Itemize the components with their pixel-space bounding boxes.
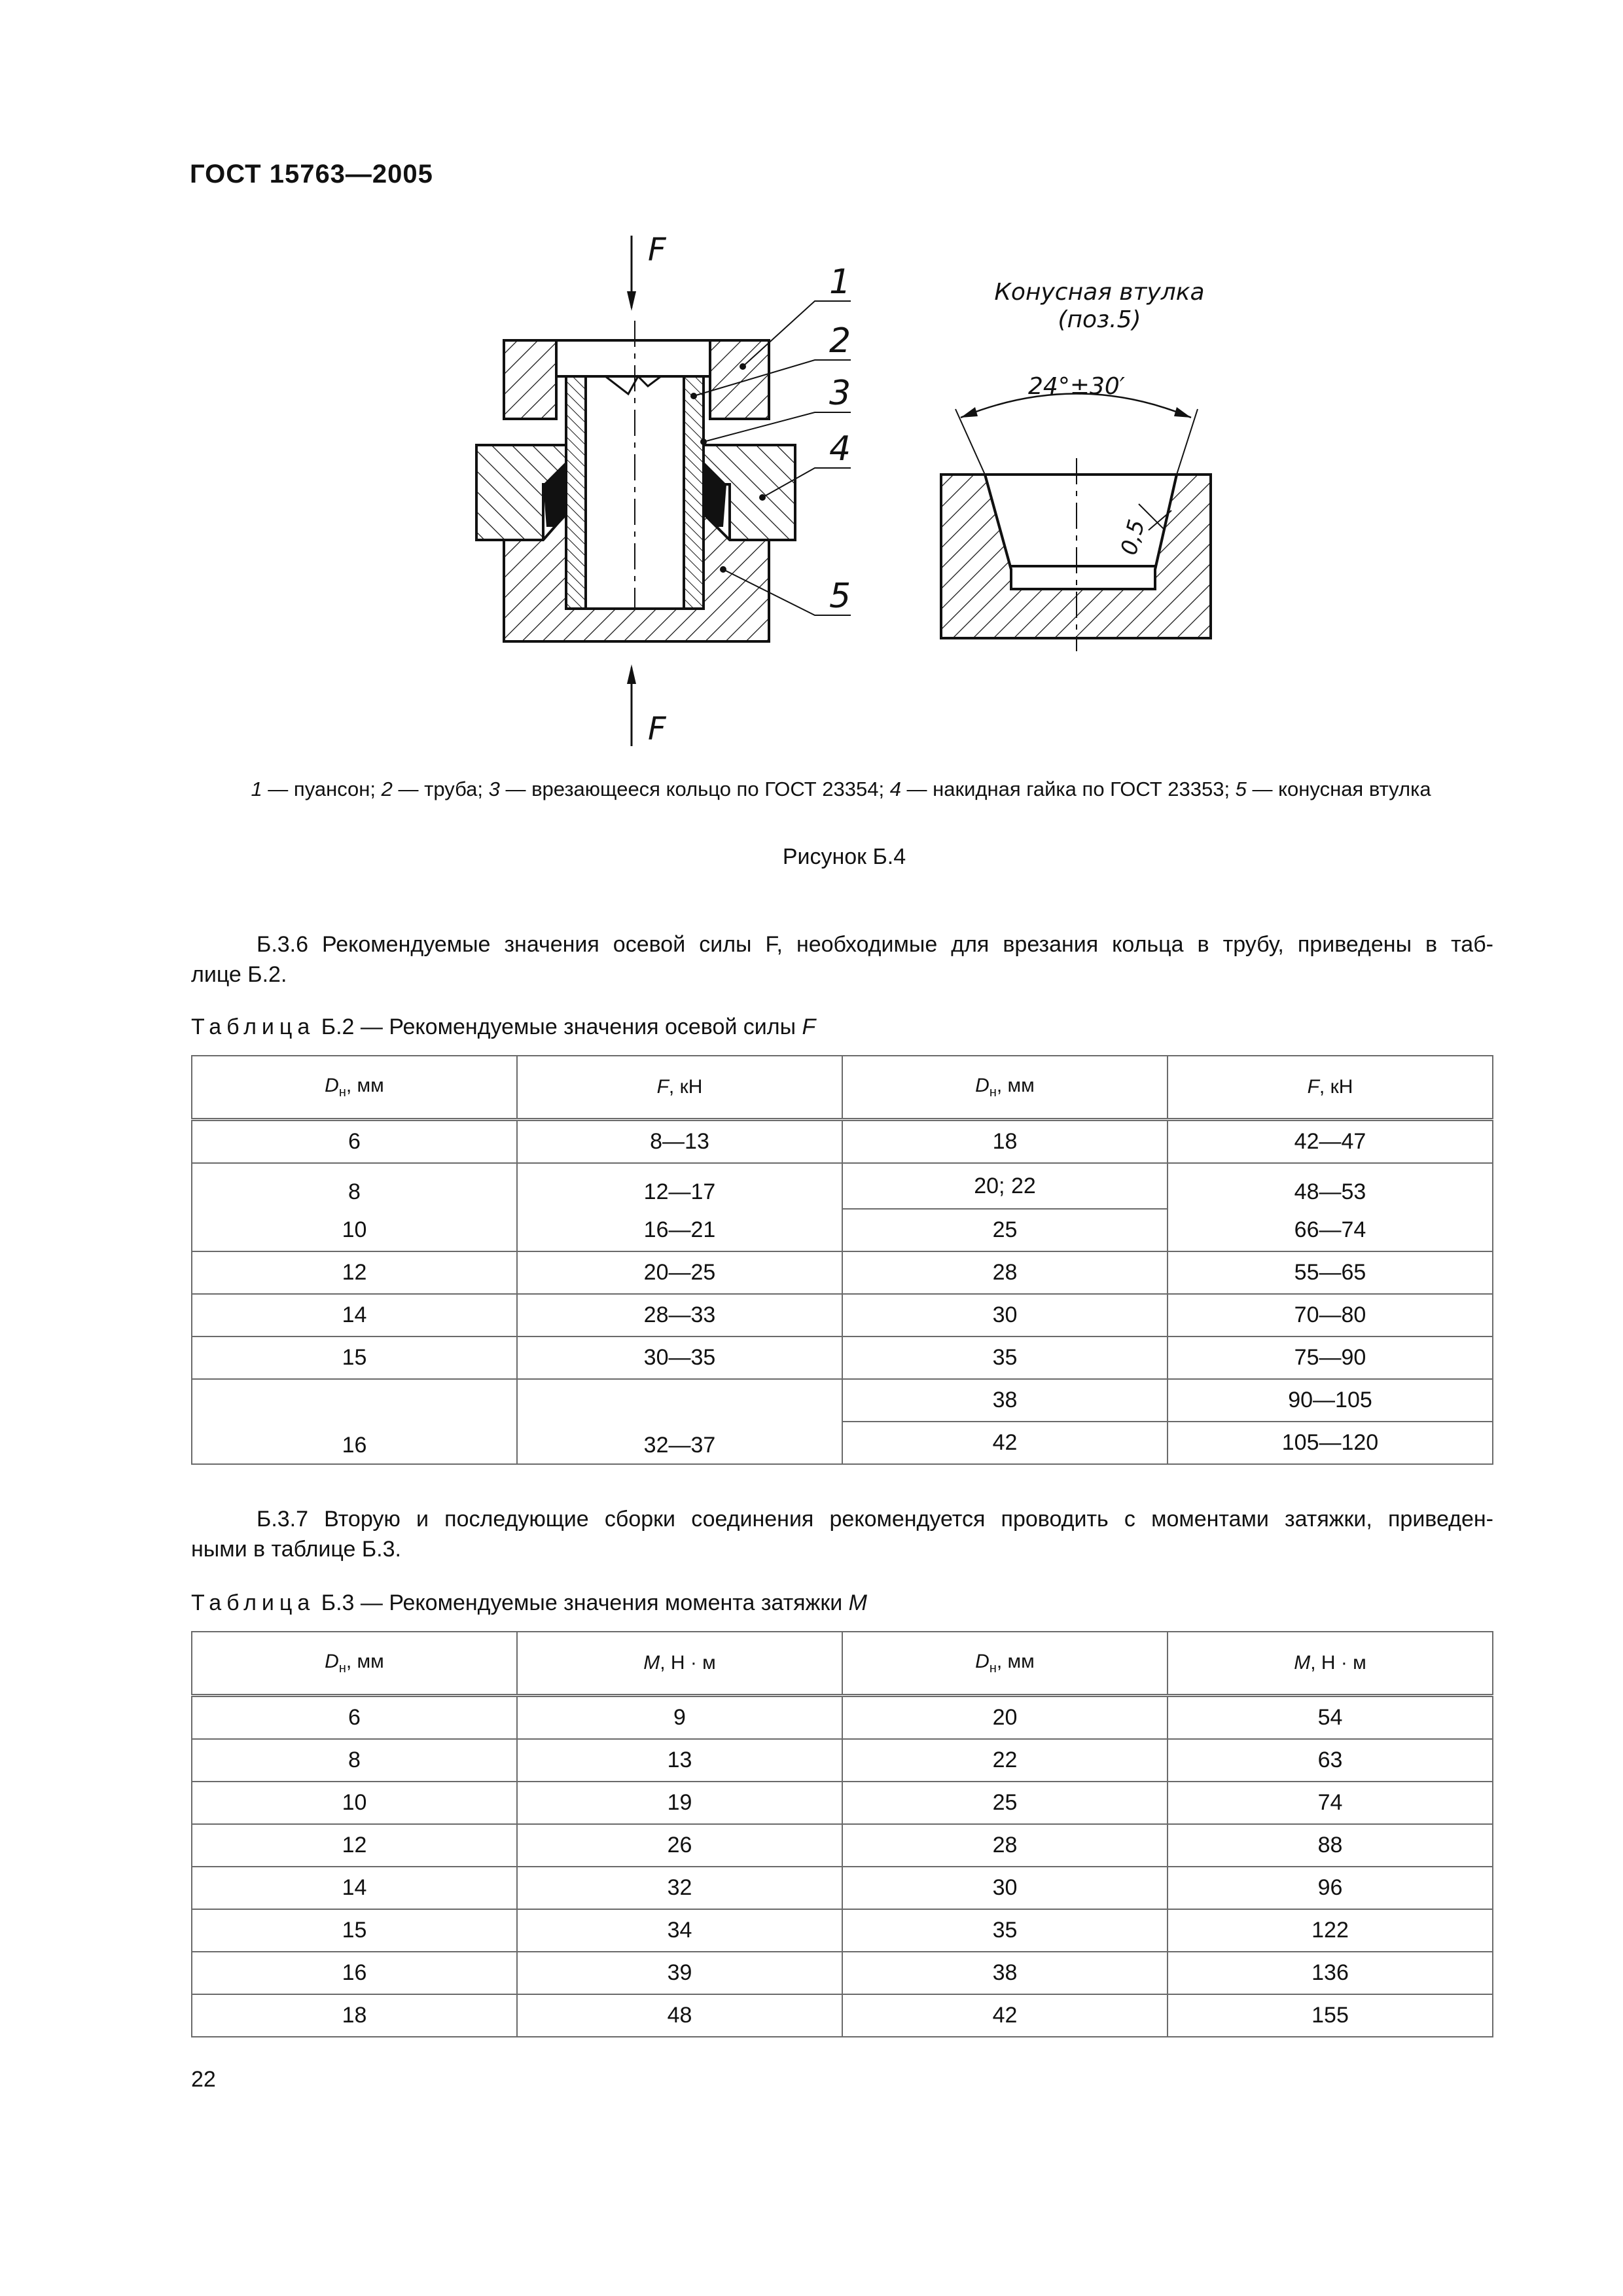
table-row: 10 16—21 25 66—74 [192,1209,1493,1251]
angle-dimension: 24°±30′ [1028,373,1125,400]
table-row: 12 20—25 28 55—65 [192,1251,1493,1294]
force-label-top: F [648,232,666,268]
table-b2 [191,1055,1493,1465]
header-m: M, Н · м [1168,1632,1493,1696]
header-m: M, Н · м [517,1632,842,1696]
force-arrow-top [627,232,667,311]
table-row: 6 8—13 18 42—47 [192,1120,1493,1164]
paragraph-b37-line1: Б.3.7 Вторую и последующие сборки соединения рекомендуется проводить с моментами затяжки, приведен- [257,1507,1493,1532]
table-row: 12 26 28 88 [192,1824,1493,1867]
cone-bushing-detail [941,394,1211,652]
chamfer-dimension: 0,5 [1116,516,1150,558]
table-row: 8 12—17 20; 22 48—53 [192,1163,1493,1209]
table-b2-caption: Таблица Б.2 — Рекомендуемые значения осевой силы F [191,1014,816,1039]
table-row: 16 32—37 38 90—105 [192,1379,1493,1422]
header-dn: $D_н$, мм [192,1632,517,1696]
document-header: ГОСТ 15763—2005 [190,160,433,188]
table-b3-caption: Таблица Б.3 — Рекомендуемые значения момента затяжки M [191,1590,867,1615]
detail-title-line1: Конусная втулка [994,279,1205,306]
callout-2: 2 [829,321,851,361]
header-dn: $D_н$, мм [842,1632,1168,1696]
detail-title-line2: (поз.5) [1058,306,1141,333]
paragraph-b36-line2: лице Б.2. [191,962,287,987]
table-row: 18 48 42 155 [192,1994,1493,2037]
figure-caption: Рисунок Б.4 [782,844,906,869]
force-label-bottom: F [648,711,666,747]
force-arrow-bottom [627,664,667,747]
paragraph-b36-line1: Б.3.6 Рекомендуемые значения осевой силы F, необходимые для врезания кольца в трубу, приведены в таб- [257,932,1493,957]
table-row: 14 28—33 30 70—80 [192,1294,1493,1336]
paragraph-b37-line2: ными в таблице Б.3. [191,1537,401,1562]
header-dn: $D_н$, мм [842,1056,1168,1120]
page-number: 22 [191,2067,216,2092]
table-row: 42 105—120 [192,1422,1493,1464]
table-row: 16 39 38 136 [192,1952,1493,1994]
table-row: 14 32 30 96 [192,1867,1493,1909]
header-dn: $D_н$, мм [192,1056,517,1120]
table-header-row [192,1632,1493,1696]
figure-b4-drawing [452,223,1237,759]
callout-4: 4 [829,429,851,469]
table-row: 15 30—35 35 75—90 [192,1336,1493,1379]
table-row: 15 34 35 122 [192,1909,1493,1952]
table-row: 10 19 25 74 [192,1782,1493,1824]
table-header-row [192,1056,1493,1120]
header-f: F, кН [1168,1056,1493,1120]
table-b3 [191,1631,1493,2037]
table-row: 8 13 22 63 [192,1739,1493,1782]
callout-5: 5 [829,577,851,616]
callout-3: 3 [829,374,851,413]
table-row: 6 9 20 54 [192,1696,1493,1740]
paragraph-b36 [191,929,1493,990]
callout-1: 1 [829,262,851,302]
figure-legend: 1 — пуансон; 2 — труба; 3 — врезающееся кольцо по ГОСТ 23354; 4 — накидная гайка по ГОСТ 23353; 5 — конусная втулка [251,778,1431,800]
paragraph-b37 [191,1504,1493,1564]
header-f: F, кН [517,1056,842,1120]
